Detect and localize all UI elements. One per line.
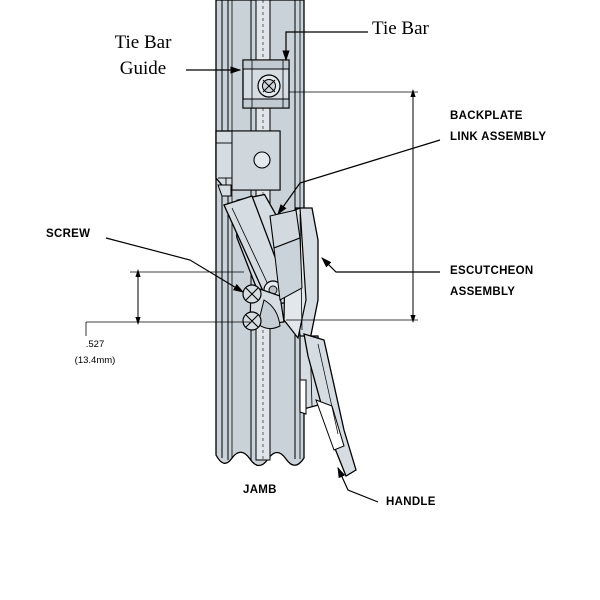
label-tie-bar-guide-line1: Tie Bar (114, 32, 172, 53)
label-tie-bar: Tie Bar (372, 18, 429, 39)
label-tie-bar-guide-line2: Guide (119, 58, 167, 79)
label-backplate-line2: LINK ASSEMBLY (450, 131, 547, 143)
label-handle: HANDLE (386, 496, 436, 508)
label-escutcheon-line2: ASSEMBLY (450, 286, 516, 298)
label-backplate-line1: BACKPLATE (450, 110, 523, 122)
label-jamb: JAMB (243, 484, 277, 496)
dimension-value-inches: .527 (85, 339, 105, 350)
label-escutcheon-line1: ESCUTCHEON (450, 265, 534, 277)
label-screw: SCREW (46, 228, 91, 240)
dimension-value-mm: (13.4mm) (74, 355, 116, 366)
tie-bar-guide-part (243, 60, 289, 108)
